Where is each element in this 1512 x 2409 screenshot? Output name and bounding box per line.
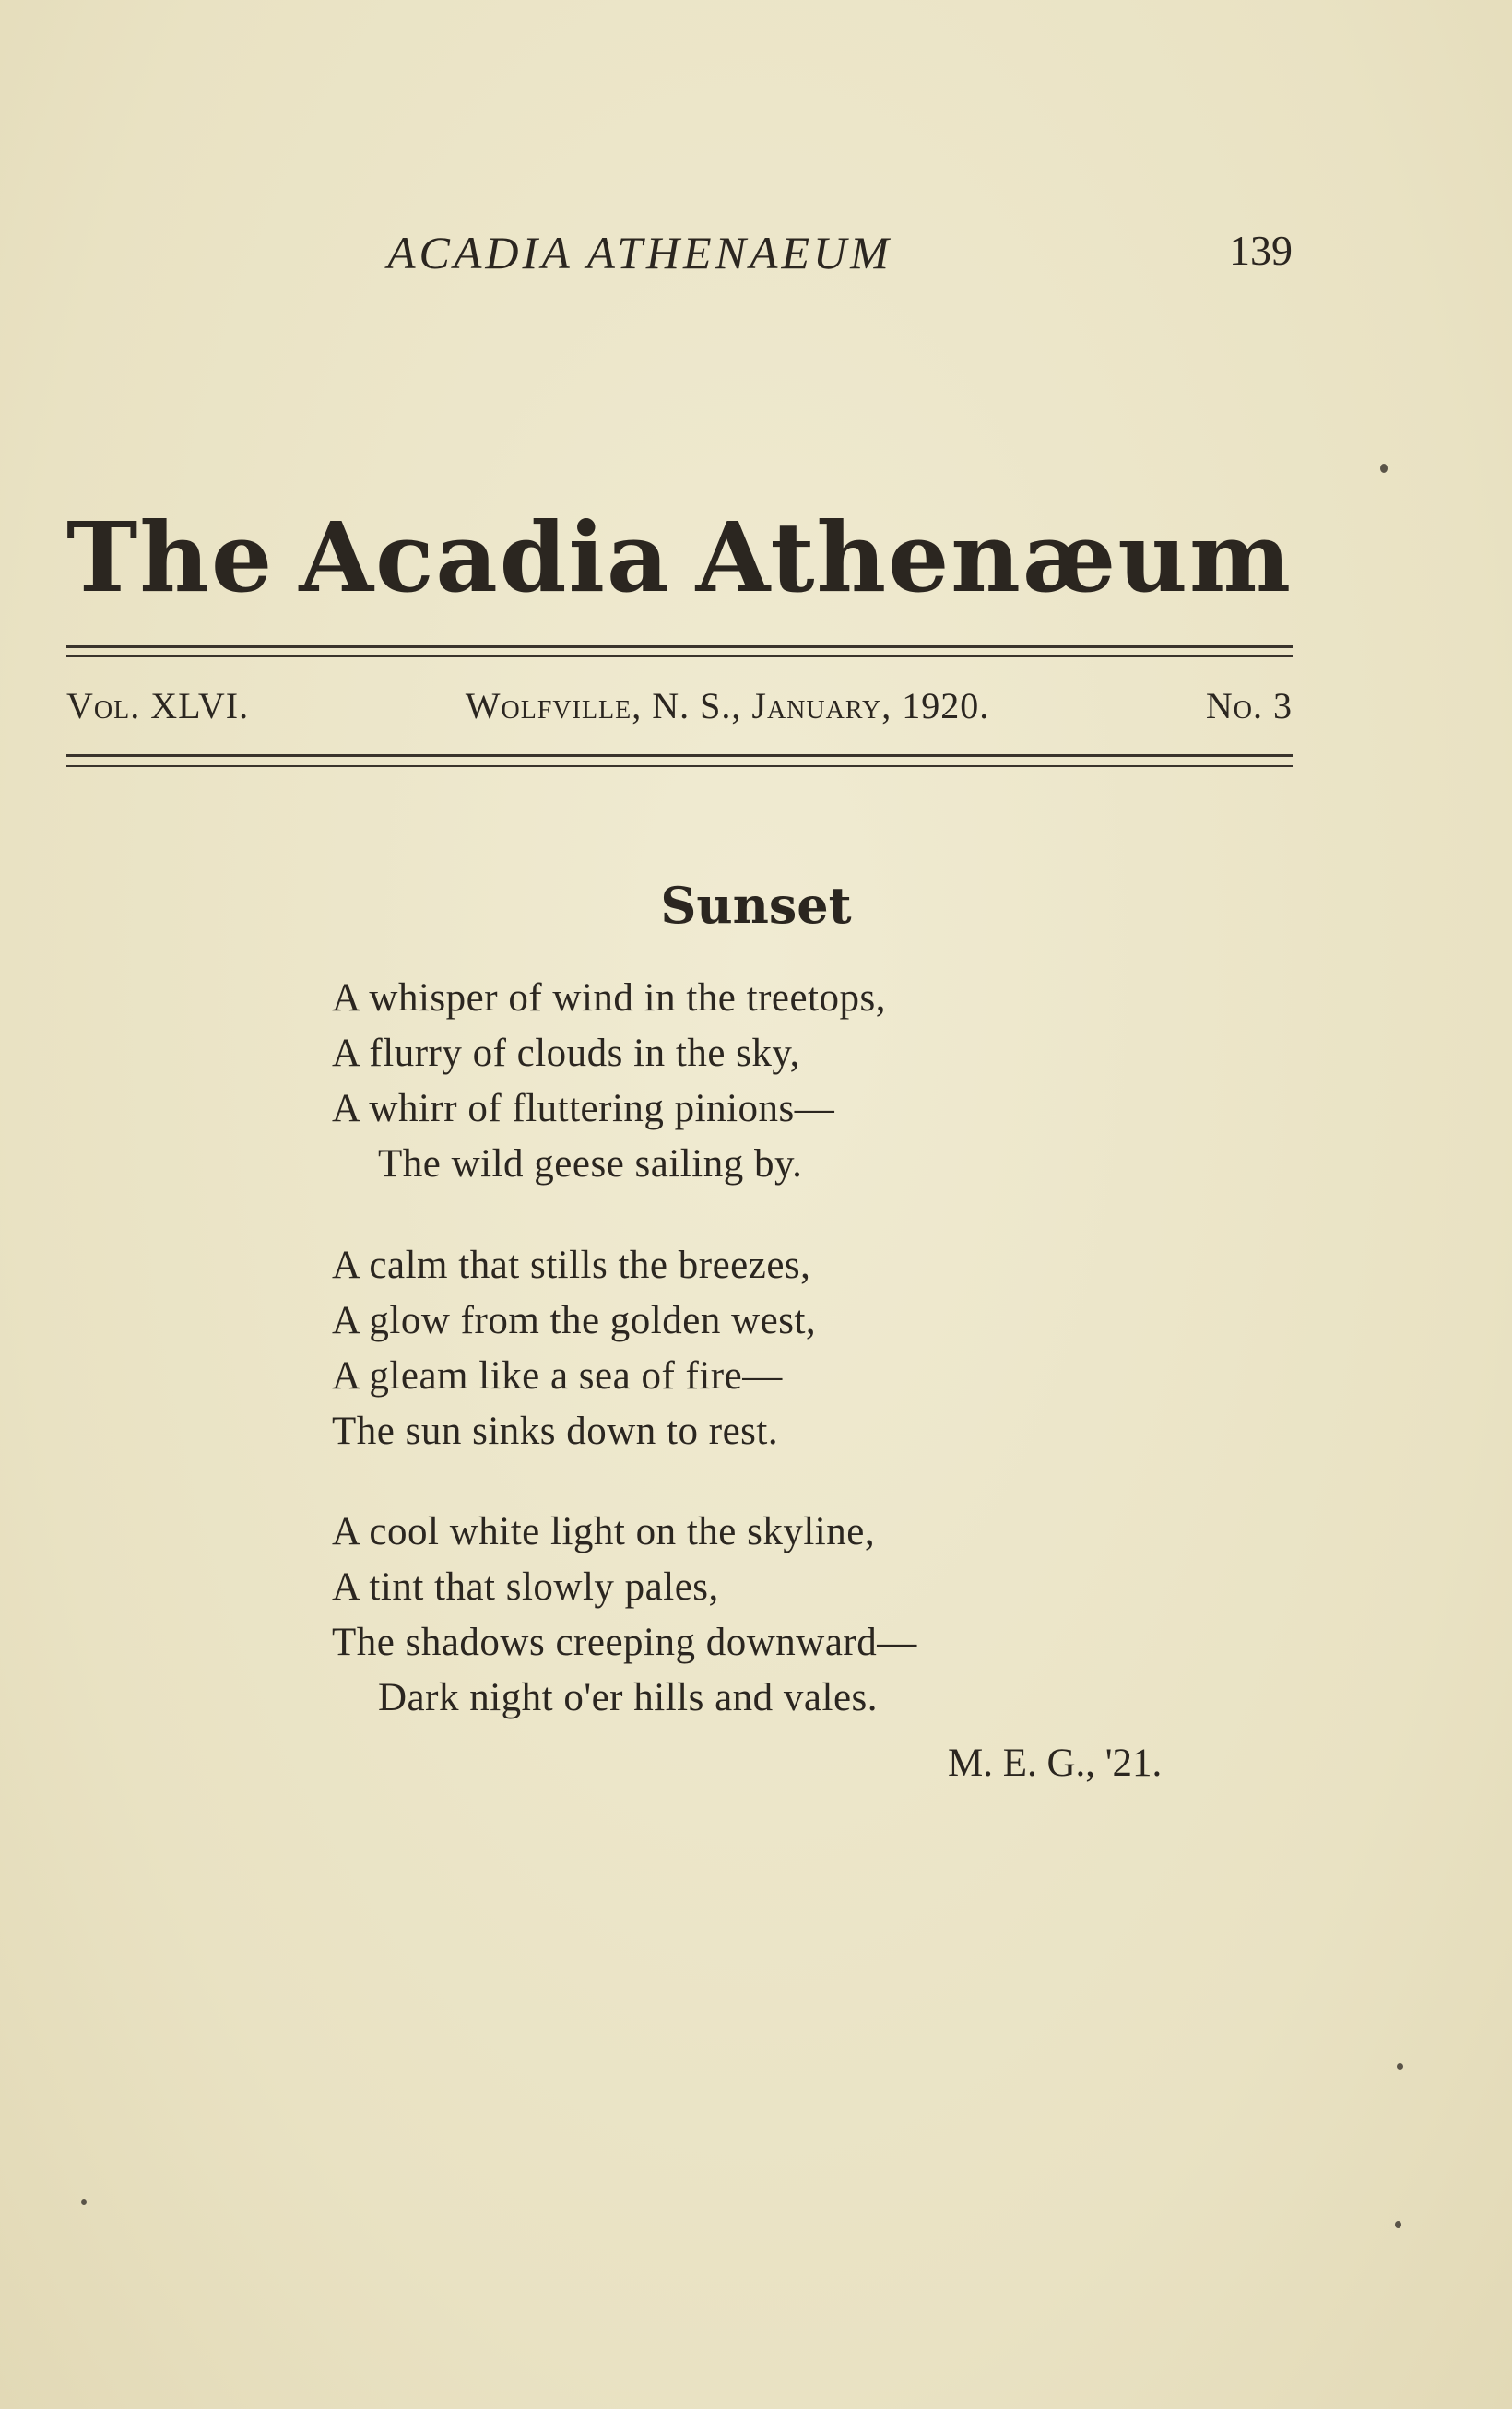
poem-title: Sunset xyxy=(660,876,852,935)
poem-line: The wild geese sailing by. xyxy=(378,1142,803,1186)
poem-line: A glow from the golden west, xyxy=(332,1299,817,1342)
poem-line: The shadows creeping downward— xyxy=(332,1621,917,1664)
poem-line: A flurry of clouds in the sky, xyxy=(332,1032,800,1075)
poem-line: A cool white light on the skyline, xyxy=(332,1510,876,1553)
stanza-1 xyxy=(332,971,886,1192)
masthead-word-2: Acadia xyxy=(299,501,671,614)
issue-rule-bottom xyxy=(66,754,1293,757)
poem-signature: M. E. G., '21. xyxy=(948,1742,1163,1785)
stanza-3 xyxy=(332,1505,917,1726)
masthead-rule-top-thin xyxy=(66,655,1293,657)
issue-line xyxy=(66,684,1293,727)
volume-label: Vol. XLVI. xyxy=(66,685,250,726)
stanza-2 xyxy=(332,1238,816,1459)
poem-line: A calm that stills the breezes, xyxy=(332,1244,811,1287)
masthead xyxy=(66,502,1293,613)
running-head xyxy=(0,226,1512,281)
paper-speck xyxy=(81,2199,87,2205)
poem-line: A whirr of fluttering pinions— xyxy=(332,1087,835,1130)
poem-line: A tint that slowly pales, xyxy=(332,1565,719,1609)
running-title: ACADIA ATHENAEUM xyxy=(387,227,892,278)
masthead-rule-top xyxy=(66,645,1293,648)
poem-line: A whisper of wind in the treetops, xyxy=(332,976,886,1020)
page-number: 139 xyxy=(1229,227,1293,274)
issue-number: No. 3 xyxy=(1205,685,1293,726)
poem-line: A gleam like a sea of fire— xyxy=(332,1354,783,1398)
place-date: Wolfville, N. S., January, 1920. xyxy=(465,685,990,726)
issue-rule-bottom-thin xyxy=(66,765,1293,767)
paper-speck xyxy=(1397,2063,1403,2070)
poem-line: The sun sinks down to rest. xyxy=(332,1410,779,1453)
paper-speck xyxy=(1380,464,1388,473)
masthead-word-3: Athenæum xyxy=(695,501,1293,614)
poem-line: Dark night o'er hills and vales. xyxy=(378,1676,879,1719)
masthead-word-1: The xyxy=(66,501,275,614)
paper-speck xyxy=(1395,2221,1401,2228)
